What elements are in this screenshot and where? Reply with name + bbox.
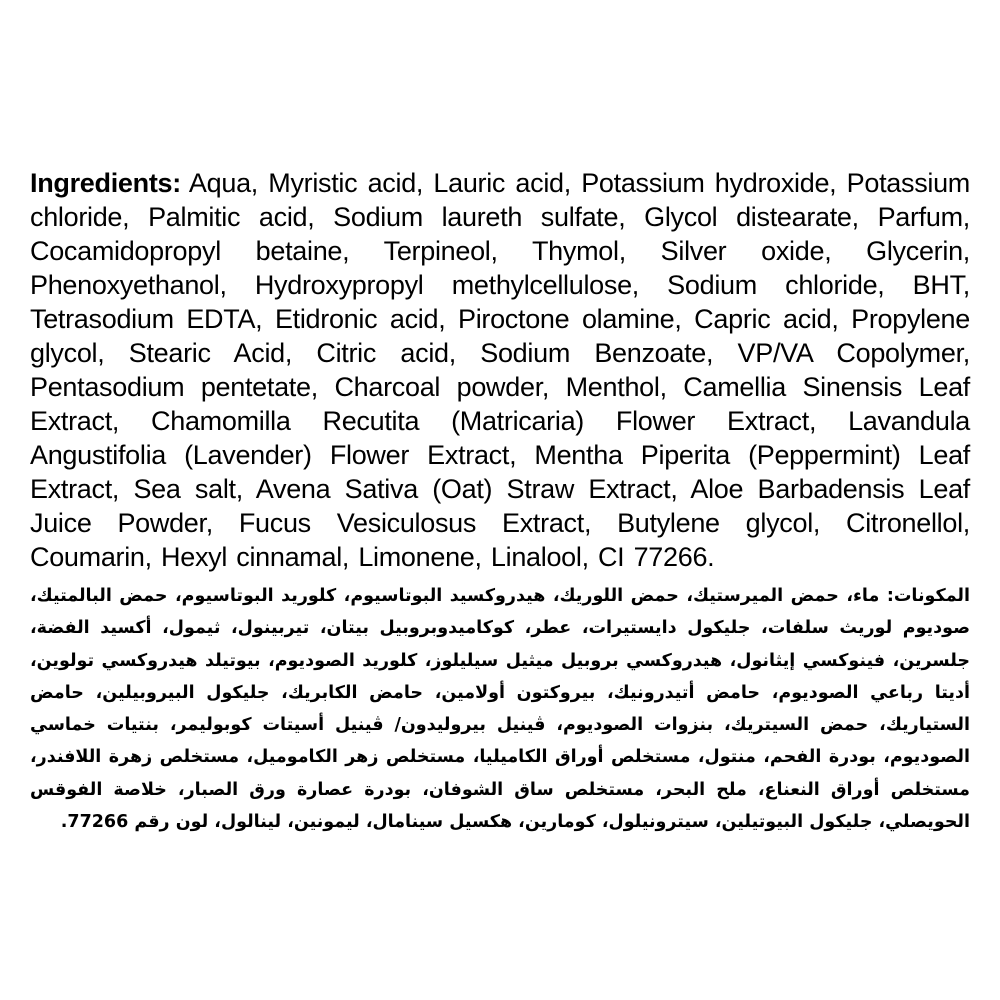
ingredients-label bbox=[30, 166, 970, 838]
arabic-ingredients-paragraph: المكونات: ماء، حمض الميرستيك، حمض اللوريك، هيدروكسيد البوتاسيوم، كلوريد البوتاسيوم، حمض البالمتيك، صوديوم لوريث سلفات، جليكول دايستيرات، عطر، كوكاميدوبروبيل بيتان، تيربينول، ثيمول، أكسيد الفضة، جلسرين، فينوكسي إيثانول، هيدروكسي بروبيل ميثيل سيليلوز، كلوريد الصوديوم، بيوتيلد هيدروكسي تولوين، أديتا رباعي الصوديوم، حامض أتيدرونيك، بيروكتون أولامين، حامض الكابريك، جليكول البيروبيلين، حامض الستياريك، حمض السيتريك، بنزوات الصوديوم، ڤينيل بيروليدون/ ڤينيل أسيتات كوبوليمر، بنتيات خماسي الصوديوم، بودرة الفحم، منتول، مستخلص أوراق الكاميليا، مستخلص زهر الكاموميل، مستخلص زهرة اللافندر، مستخلص أوراق النعناع، ملح البحر، مستخلص ساق الشوفان، بودرة عصارة ورق الصبار، خلاصة الفوقس الحويصلي، جليكول البيوتيلين، سيترونيلول، كومارين، هكسيل سينامال، ليمونين، لينالول، لون رقم 77266. bbox=[30, 586, 970, 833]
ingredients-heading: Ingredients: bbox=[30, 168, 181, 198]
english-ingredients-list: Aqua, Myristic acid, Lauric acid, Potassium hydroxide, Potassium chloride, Palmitic acid, Sodium laureth sulfate, Glycol distearate, Parfum, Cocamidopropyl betaine, Terpineol, Thymol, Silver oxide, Glycerin, Phenoxyethanol, Hydroxypropyl methylcellulose, Sodium chloride, BHT, Tetrasodium EDTA, Etidronic acid, Piroctone olamine, Capric acid, Propylene glycol, Stearic Acid, Citric acid, Sodium Benzoate, VP/VA Copolymer, Pentasodium pentetate, Charcoal powder, Menthol, Camellia Sinensis Leaf Extract, Chamomilla Recutita (Matricaria) Flower Extract, Lavandula Angustifolia (Lavender) Flower Extract, Mentha Piperita (Peppermint) Leaf Extract, Sea salt, Avena Sativa (Oat) Straw Extract, Aloe Barbadensis Leaf Juice Powder, Fucus Vesiculosus Extract, Butylene glycol, Citronellol, Coumarin, Hexyl cinnamal, Limonene, Linalool, CI 77266. bbox=[30, 168, 970, 572]
english-ingredients-paragraph bbox=[30, 166, 970, 574]
